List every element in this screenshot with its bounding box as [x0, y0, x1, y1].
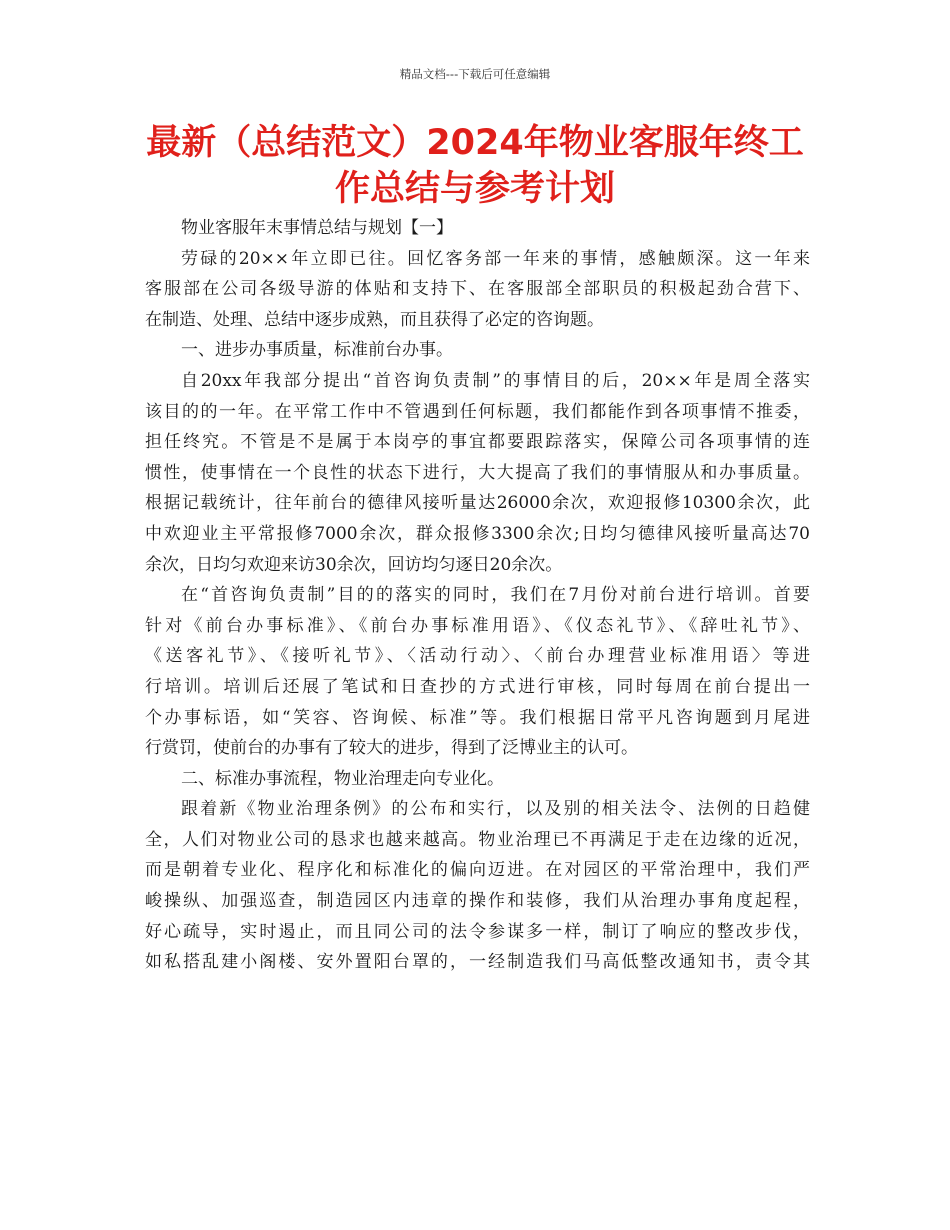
- paragraph: [145, 244, 810, 336]
- text-line: 《送客礼节》、《接听礼节》、〈活动行动〉、〈前台办理营业标准用语〉等进: [145, 646, 810, 667]
- text-line: 劳碌的20××年立即已往。回忆客务部一年来的事情，感触颇深。这一年来: [181, 248, 810, 269]
- title-line-1: 最新（总结范文）2024年物业客服年终工: [146, 123, 804, 163]
- paragraph: [145, 366, 810, 580]
- text-line: 在制造、处理、总结中逐步成熟，而且获得了必定的咨询题。: [145, 309, 604, 330]
- text-line: 个办事标语，如“笑容、咨询候、标准”等。我们根据日常平凡咨询题到月尾进: [145, 707, 810, 728]
- subheading: 二、标准办事流程，物业治理走向专业化。: [181, 768, 504, 789]
- section-heading: 物业客服年末事情总结与规划【一】: [181, 218, 453, 238]
- subheading: 一、进步办事质量，标准前台办事。: [181, 340, 453, 361]
- text-line: 余次，日均匀欢迎来访30余次，回访均匀逐日20余次。: [145, 554, 563, 575]
- text-line: 客服部在公司各级导游的体贴和支持下、在客服部全部职员的积极起劲合营下、: [145, 279, 810, 300]
- text-line: 而是朝着专业化、程序化和标准化的偏向迈进。在对园区的平常治理中，我们严: [145, 860, 810, 881]
- text-line: 自20xx年我部分提出“首咨询负责制”的事情目的后，20××年是周全落实: [181, 370, 810, 391]
- document-title: [100, 120, 850, 212]
- text-line: 该目的的一年。在平常工作中不管遇到任何标题，我们都能作到各项事情不推委，: [145, 401, 810, 422]
- text-line: 担任终究。不管是不是属于本岗亭的事宜都要跟踪落实，保障公司各项事情的连: [145, 432, 810, 453]
- text-line: 针对《前台办事标准》、《前台办事标准用语》、《仪态礼节》、《辞吐礼节》、: [145, 615, 810, 636]
- text-line: 惯性，使事情在一个良性的状态下进行，大大提高了我们的事情服从和办事质量。: [145, 462, 810, 483]
- text-line: 在“首咨询负责制”目的的落实的同时，我们在7月份对前台进行培训。首要: [181, 585, 810, 606]
- text-line: 好心疏导，实时遏止，而且同公司的法令参谋多一样，制订了响应的整改步伐，: [145, 921, 810, 942]
- text-line: 根据记载统计，往年前台的德律风接听量达26000余次，欢迎报修10300余次，此: [145, 493, 810, 514]
- paragraph: [145, 580, 810, 764]
- text-line: 峻操纵、加强巡查，制造园区内违章的操作和装修，我们从治理办事角度起程，: [145, 891, 810, 912]
- text-line: 跟着新《物业治理条例》的公布和实行，以及别的相关法令、法例的日趋健: [181, 799, 810, 820]
- text-line: 如私搭乱建小阁楼、安外置阳台罩的，一经制造我们马高低整改通知书，责令其: [145, 952, 810, 973]
- text-line: 行培训。培训后还展了笔试和日查抄的方式进行审核，同时每周在前台提出一: [145, 676, 810, 697]
- text-line: 全，人们对物业公司的恳求也越来越高。物业治理已不再满足于走在边缘的近况，: [145, 829, 810, 850]
- paragraph: [145, 794, 810, 978]
- text-line: 中欢迎业主平常报修7000余次，群众报修3300余次;日均匀德律风接听量高达70: [145, 523, 810, 544]
- title-line-2: 作总结与参考计划: [334, 169, 615, 209]
- header-note: 精品文档---下载后可任意编辑: [399, 67, 551, 81]
- text-line: 行赏罚，使前台的办事有了较大的进步，得到了泛博业主的认可。: [145, 738, 638, 759]
- document-body: [145, 213, 810, 978]
